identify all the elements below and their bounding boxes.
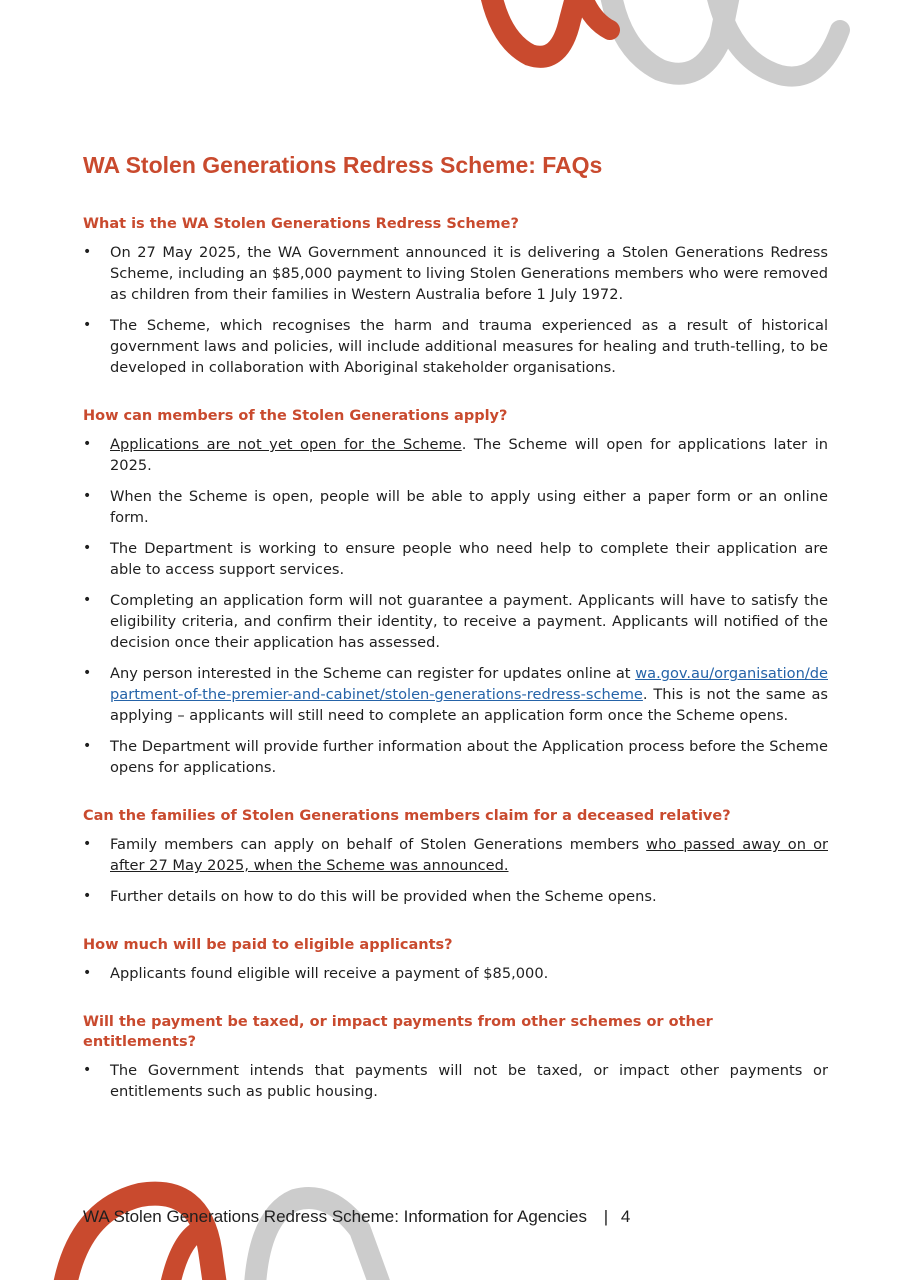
section-heading: Will the payment be taxed, or impact payments from other schemes or other entitlements? [83,1014,713,1050]
list-item: • Applications are not yet open for the Scheme. The Scheme will open for applications later in 2025. [83,434,828,476]
list-item: • The Department will provide further information about the Application process before the Scheme opens for applications. [83,736,828,778]
section-heading: Can the families of Stolen Generations members claim for a deceased relative? [83,808,731,824]
decorative-swirl-top [460,0,860,95]
page-title: WA Stolen Generations Redress Scheme: FAQs [83,152,603,178]
list-item: • Family members can apply on behalf of Stolen Generations members who passed away on or after 27 May 2025, when the Scheme was announced. [83,834,828,876]
bullet-list [83,963,828,984]
footer-text: WA Stolen Generations Redress Scheme: Information for Agencies [83,1207,587,1226]
list-item: • The Government intends that payments will not be taxed, or impact other payments or entitlements such as public housing. [83,1060,828,1102]
faq-section-what [83,214,828,378]
page-footer [83,1207,630,1227]
bullet-list [83,242,828,378]
list-item: • On 27 May 2025, the WA Government announced it is delivering a Stolen Generations Redress Scheme, including an $85,000 payment to living Stolen Generations members who were removed as children from their families in Western Australia before 1 July 1972. [83,242,828,305]
list-item: • Further details on how to do this will be provided when the Scheme opens. [83,886,828,907]
bullet-list [83,834,828,907]
list-item: • Applicants found eligible will receive a payment of $85,000. [83,963,828,984]
page-number: 4 [620,1207,631,1226]
bullet-list [83,434,828,778]
register-updates-link[interactable]: wa.gov.au/organisation/department-of-the-premier-and-cabinet/stolen-generations-redress-scheme [110,665,828,703]
section-heading: How much will be paid to eligible applicants? [83,937,453,953]
faq-section-families [83,806,828,907]
document-body [83,150,828,1112]
faq-section-tax [83,1012,828,1102]
list-item: • Any person interested in the Scheme can register for updates online at wa.gov.au/organisation/department-of-the-premier-and-cabinet/stolen-generations-redress-scheme. This is not the same as applying – applicants will still need to complete an application form once the Scheme opens. [83,663,828,726]
footer-separator: | [603,1207,609,1226]
underlined-text: Applications are not yet open for the Scheme [110,436,462,453]
faq-section-amount [83,935,828,984]
faq-section-apply [83,406,828,778]
section-heading: What is the WA Stolen Generations Redress Scheme? [83,216,519,232]
bullet-list [83,1060,828,1102]
list-item: • When the Scheme is open, people will be able to apply using either a paper form or an online form. [83,486,828,528]
section-heading: How can members of the Stolen Generations apply? [83,408,508,424]
list-item: • Completing an application form will not guarantee a payment. Applicants will have to satisfy the eligibility criteria, and confirm their identity, to receive a payment. Applicants will notified of the decision once their application has assessed. [83,590,828,653]
list-item: • The Department is working to ensure people who need help to complete their application are able to access support services. [83,538,828,580]
underlined-text: who passed away on or after 27 May 2025, when the Scheme was announced. [110,836,828,874]
list-item: • The Scheme, which recognises the harm and trauma experienced as a result of historical government laws and policies, will include additional measures for healing and truth-telling, to be developed in collaboration with Aboriginal stakeholder organisations. [83,315,828,378]
